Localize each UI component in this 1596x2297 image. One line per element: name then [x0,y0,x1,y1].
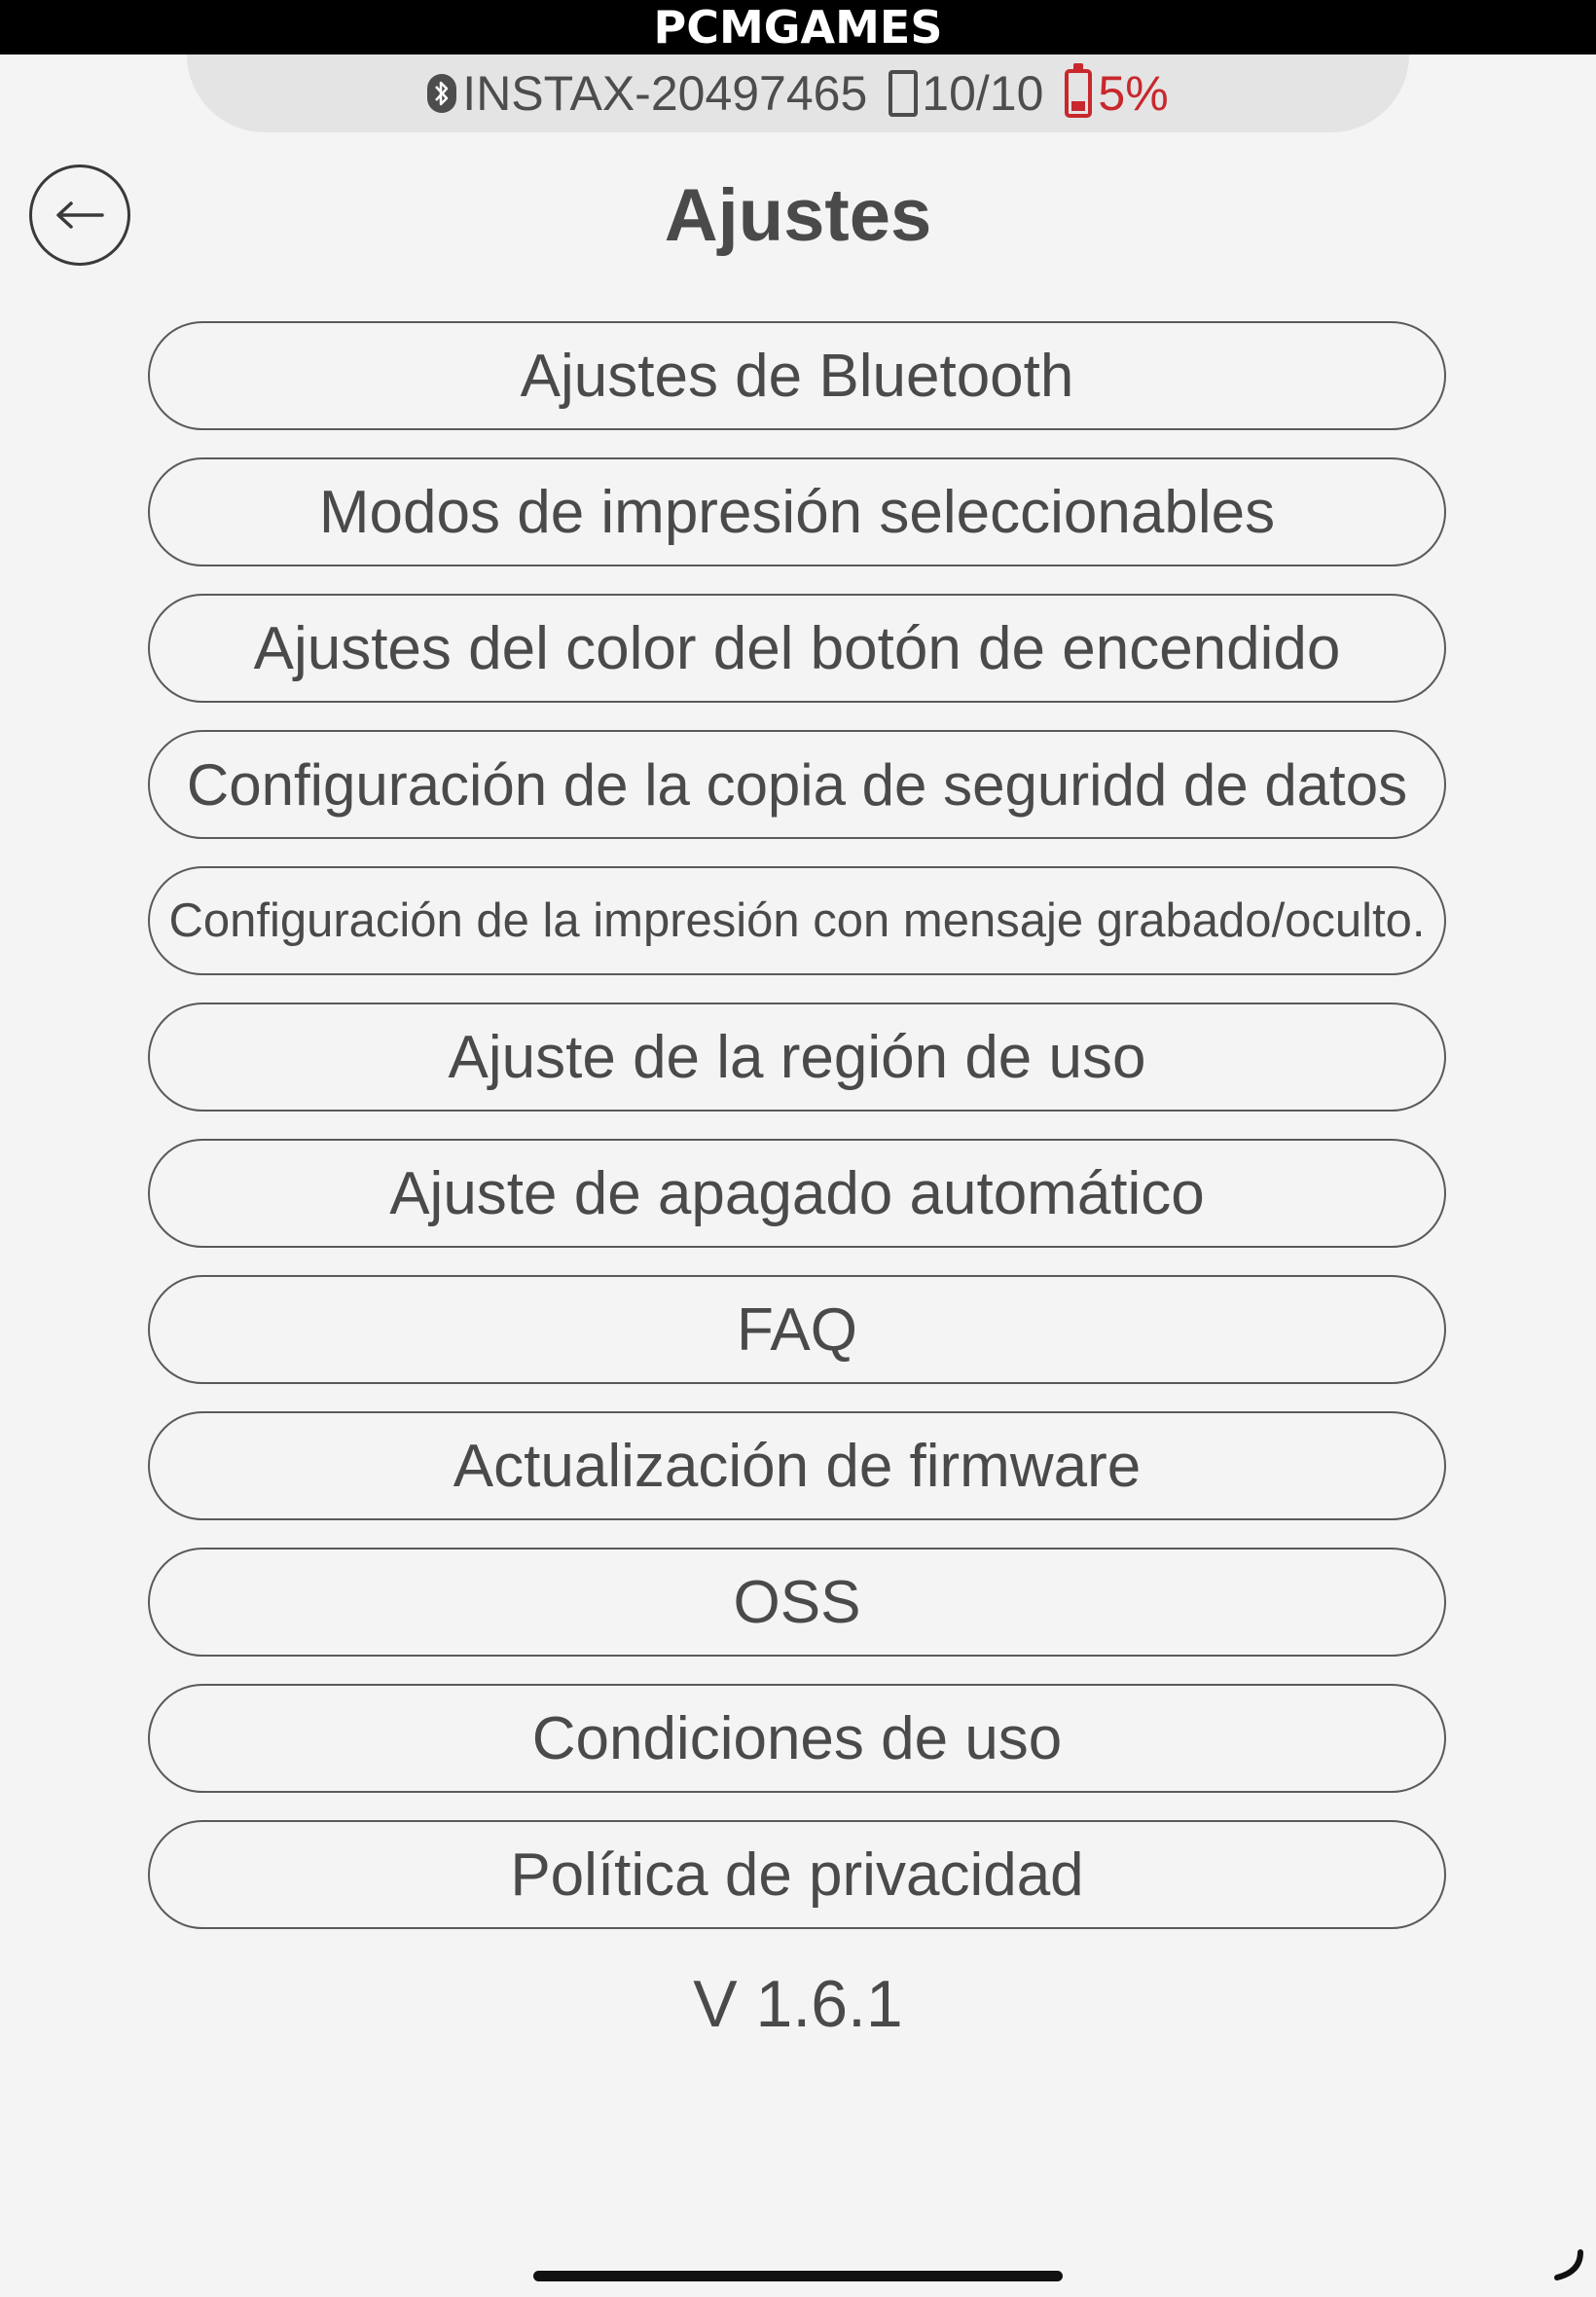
battery-low-icon [1065,69,1092,118]
watermark-text: PCMGAMES [653,1,943,54]
privacy-policy-button[interactable]: Política de privacidad [148,1820,1446,1929]
oss-button[interactable]: OSS [148,1548,1446,1657]
page-title: Ajustes [664,174,932,257]
battery-level: 5% [1098,66,1169,121]
faq-button[interactable]: FAQ [148,1275,1446,1384]
bluetooth-settings-button[interactable]: Ajustes de Bluetooth [148,321,1446,430]
device-name: INSTAX-20497465 [462,66,868,121]
power-button-color-button[interactable]: Ajustes del color del botón de encendido [148,594,1446,703]
device-connection [427,65,867,122]
device-status-bar [187,55,1409,132]
film-status [867,65,1043,122]
app-version: V 1.6.1 [693,1967,903,2041]
print-modes-button[interactable]: Modos de impresión seleccionables [148,457,1446,566]
film-icon [889,70,918,117]
auto-power-off-button[interactable]: Ajuste de apagado automático [148,1139,1446,1248]
hidden-message-print-button[interactable]: Configuración de la impresión con mensaje grabado/oculto. [148,866,1446,975]
film-count: 10/10 [922,66,1044,121]
data-backup-button[interactable]: Configuración de la copia de seguridd de datos [148,730,1446,839]
bluetooth-icon [427,74,456,113]
firmware-update-button[interactable]: Actualización de firmware [148,1411,1446,1520]
usage-region-button[interactable]: Ajuste de la región de uso [148,1003,1446,1112]
corner-resize-icon [1551,2248,1586,2283]
battery-status [1043,65,1168,122]
watermark-bar [0,0,1596,55]
home-indicator[interactable] [533,2271,1063,2281]
settings-menu [148,321,1446,1956]
terms-of-use-button[interactable]: Condiciones de uso [148,1684,1446,1793]
